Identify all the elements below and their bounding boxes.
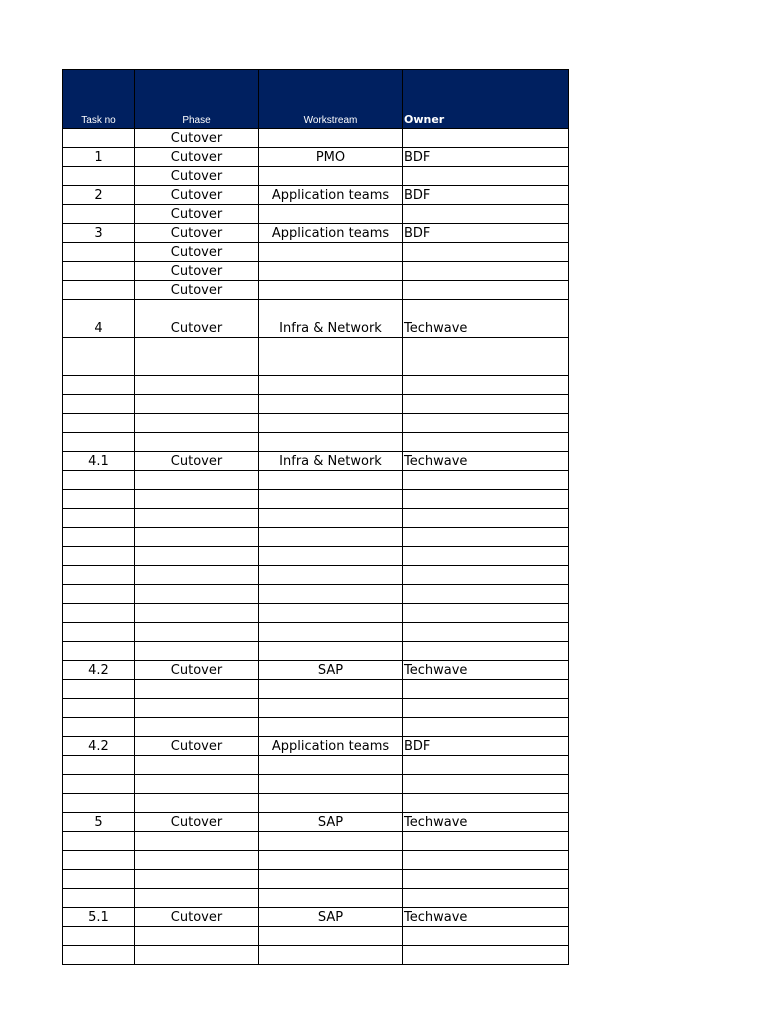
table-row	[63, 832, 569, 851]
workstream-cell: Application teams	[259, 737, 403, 756]
task-no-cell	[63, 623, 135, 642]
workstream-cell	[259, 699, 403, 718]
owner-cell	[403, 756, 569, 775]
owner-cell: BDF	[403, 737, 569, 756]
task-no-cell	[63, 528, 135, 547]
owner-cell	[403, 851, 569, 870]
workstream-cell: PMO	[259, 148, 403, 167]
owner-cell	[403, 490, 569, 509]
phase-cell	[135, 794, 259, 813]
workstream-cell: SAP	[259, 661, 403, 680]
owner-cell	[403, 870, 569, 889]
task-no-cell	[63, 889, 135, 908]
phase-cell: Cutover	[135, 224, 259, 243]
task-no-cell	[63, 547, 135, 566]
table-row	[63, 851, 569, 870]
table-row	[63, 547, 569, 566]
workstream-cell	[259, 946, 403, 965]
table-row	[63, 699, 569, 718]
task-no-cell: 5.1	[63, 908, 135, 927]
task-no-cell: 1	[63, 148, 135, 167]
table-row	[63, 338, 569, 376]
task-no-cell	[63, 338, 135, 376]
table-row	[63, 528, 569, 547]
phase-cell	[135, 547, 259, 566]
table-row	[63, 243, 569, 262]
owner-cell	[403, 699, 569, 718]
workstream-cell	[259, 604, 403, 623]
phase-cell: Cutover	[135, 300, 259, 338]
phase-cell	[135, 376, 259, 395]
owner-cell	[403, 414, 569, 433]
table-row	[63, 756, 569, 775]
owner-cell	[403, 433, 569, 452]
table-row	[63, 129, 569, 148]
owner-cell	[403, 794, 569, 813]
owner-cell	[403, 642, 569, 661]
phase-cell	[135, 414, 259, 433]
task-no-cell: 4.2	[63, 661, 135, 680]
owner-cell: Techwave	[403, 452, 569, 471]
table-row	[63, 737, 569, 756]
owner-cell	[403, 832, 569, 851]
phase-cell: Cutover	[135, 737, 259, 756]
workstream-cell	[259, 490, 403, 509]
owner-cell	[403, 471, 569, 490]
table-row	[63, 946, 569, 965]
task-no-cell	[63, 509, 135, 528]
phase-cell	[135, 718, 259, 737]
workstream-cell	[259, 794, 403, 813]
task-no-cell	[63, 680, 135, 699]
task-no-cell	[63, 794, 135, 813]
workstream-cell	[259, 832, 403, 851]
phase-cell: Cutover	[135, 452, 259, 471]
task-no-cell	[63, 756, 135, 775]
task-no-cell	[63, 566, 135, 585]
cutover-task-table	[62, 69, 569, 965]
table-row	[63, 813, 569, 832]
owner-cell	[403, 566, 569, 585]
task-no-cell	[63, 433, 135, 452]
phase-cell	[135, 395, 259, 414]
phase-cell	[135, 338, 259, 376]
table-row	[63, 870, 569, 889]
owner-cell	[403, 243, 569, 262]
owner-cell	[403, 129, 569, 148]
task-no-cell	[63, 129, 135, 148]
workstream-cell	[259, 262, 403, 281]
phase-cell	[135, 642, 259, 661]
table-row	[63, 376, 569, 395]
workstream-cell	[259, 376, 403, 395]
workstream-cell	[259, 851, 403, 870]
task-no-cell	[63, 167, 135, 186]
workstream-cell	[259, 528, 403, 547]
owner-cell: Techwave	[403, 908, 569, 927]
table-body	[63, 129, 569, 965]
table-row	[63, 281, 569, 300]
table-row	[63, 224, 569, 243]
task-no-cell	[63, 243, 135, 262]
task-no-cell: 4.1	[63, 452, 135, 471]
workstream-cell	[259, 338, 403, 376]
owner-cell	[403, 889, 569, 908]
table-row	[63, 661, 569, 680]
phase-cell	[135, 946, 259, 965]
workstream-cell	[259, 243, 403, 262]
owner-cell	[403, 205, 569, 224]
phase-cell	[135, 889, 259, 908]
workstream-cell	[259, 395, 403, 414]
phase-cell: Cutover	[135, 813, 259, 832]
owner-cell	[403, 547, 569, 566]
task-no-cell: 5	[63, 813, 135, 832]
task-no-cell: 2	[63, 186, 135, 205]
owner-cell	[403, 262, 569, 281]
workstream-cell	[259, 205, 403, 224]
workstream-cell	[259, 775, 403, 794]
owner-cell	[403, 376, 569, 395]
table-row	[63, 186, 569, 205]
phase-cell	[135, 585, 259, 604]
workstream-cell	[259, 756, 403, 775]
workstream-cell: SAP	[259, 908, 403, 927]
header-row	[63, 70, 569, 129]
task-no-cell: 4	[63, 300, 135, 338]
workstream-cell	[259, 566, 403, 585]
phase-cell	[135, 433, 259, 452]
owner-cell	[403, 604, 569, 623]
workstream-cell	[259, 471, 403, 490]
table-row	[63, 509, 569, 528]
owner-cell	[403, 927, 569, 946]
table-row	[63, 642, 569, 661]
owner-cell: BDF	[403, 148, 569, 167]
table-row	[63, 604, 569, 623]
workstream-cell	[259, 129, 403, 148]
owner-cell	[403, 946, 569, 965]
phase-cell: Cutover	[135, 129, 259, 148]
table-row	[63, 167, 569, 186]
phase-cell	[135, 870, 259, 889]
phase-cell: Cutover	[135, 186, 259, 205]
task-no-cell	[63, 718, 135, 737]
workstream-cell	[259, 281, 403, 300]
owner-cell	[403, 623, 569, 642]
owner-cell	[403, 775, 569, 794]
table-row	[63, 794, 569, 813]
workstream-cell: Infra & Network	[259, 452, 403, 471]
workstream-cell: Infra & Network	[259, 300, 403, 338]
table-row	[63, 395, 569, 414]
task-no-cell	[63, 870, 135, 889]
workstream-cell	[259, 680, 403, 699]
table-row	[63, 623, 569, 642]
phase-cell: Cutover	[135, 661, 259, 680]
table-row	[63, 718, 569, 737]
phase-cell	[135, 528, 259, 547]
phase-cell: Cutover	[135, 908, 259, 927]
table-row	[63, 927, 569, 946]
workstream-cell: SAP	[259, 813, 403, 832]
workstream-cell	[259, 509, 403, 528]
phase-cell	[135, 756, 259, 775]
owner-cell: BDF	[403, 224, 569, 243]
workstream-cell	[259, 585, 403, 604]
header-workstream: Workstream	[259, 70, 403, 129]
header-task-no: Task no	[63, 70, 135, 129]
task-no-cell	[63, 604, 135, 623]
workstream-cell	[259, 167, 403, 186]
table-row	[63, 300, 569, 338]
owner-cell	[403, 585, 569, 604]
task-no-cell	[63, 927, 135, 946]
task-no-cell	[63, 471, 135, 490]
table-row	[63, 908, 569, 927]
table-row	[63, 433, 569, 452]
task-no-cell	[63, 205, 135, 224]
phase-cell	[135, 471, 259, 490]
task-no-cell	[63, 642, 135, 661]
task-no-cell	[63, 376, 135, 395]
workstream-cell: Application teams	[259, 186, 403, 205]
task-no-cell	[63, 395, 135, 414]
workstream-cell	[259, 870, 403, 889]
owner-cell	[403, 338, 569, 376]
phase-cell	[135, 623, 259, 642]
task-no-cell	[63, 851, 135, 870]
workstream-cell	[259, 623, 403, 642]
owner-cell	[403, 509, 569, 528]
workstream-cell	[259, 414, 403, 433]
task-no-cell	[63, 585, 135, 604]
phase-cell	[135, 775, 259, 794]
task-no-cell	[63, 281, 135, 300]
phase-cell: Cutover	[135, 205, 259, 224]
table-row	[63, 680, 569, 699]
table-row	[63, 452, 569, 471]
phase-cell	[135, 490, 259, 509]
owner-cell	[403, 718, 569, 737]
owner-cell	[403, 680, 569, 699]
table-row	[63, 566, 569, 585]
phase-cell	[135, 927, 259, 946]
task-no-cell	[63, 490, 135, 509]
workstream-cell: Application teams	[259, 224, 403, 243]
task-no-cell: 4.2	[63, 737, 135, 756]
task-no-cell	[63, 414, 135, 433]
table-row	[63, 490, 569, 509]
table-row	[63, 205, 569, 224]
phase-cell: Cutover	[135, 262, 259, 281]
header-phase: Phase	[135, 70, 259, 129]
task-no-cell	[63, 699, 135, 718]
phase-cell	[135, 509, 259, 528]
phase-cell: Cutover	[135, 148, 259, 167]
phase-cell	[135, 566, 259, 585]
table-row	[63, 471, 569, 490]
phase-cell	[135, 851, 259, 870]
phase-cell	[135, 699, 259, 718]
owner-cell	[403, 395, 569, 414]
owner-cell	[403, 528, 569, 547]
phase-cell	[135, 680, 259, 699]
workstream-cell	[259, 889, 403, 908]
owner-cell	[403, 281, 569, 300]
owner-cell	[403, 167, 569, 186]
workstream-cell	[259, 718, 403, 737]
phase-cell: Cutover	[135, 281, 259, 300]
owner-cell: Techwave	[403, 661, 569, 680]
workstream-cell	[259, 547, 403, 566]
owner-cell: Techwave	[403, 813, 569, 832]
phase-cell	[135, 832, 259, 851]
header-owner: Owner	[403, 70, 569, 129]
table-row	[63, 775, 569, 794]
task-no-cell	[63, 775, 135, 794]
table-row	[63, 414, 569, 433]
table-row	[63, 148, 569, 167]
owner-cell: BDF	[403, 186, 569, 205]
workstream-cell	[259, 642, 403, 661]
table-row	[63, 262, 569, 281]
table-row	[63, 889, 569, 908]
table-row	[63, 585, 569, 604]
workstream-cell	[259, 927, 403, 946]
task-no-cell: 3	[63, 224, 135, 243]
task-no-cell	[63, 832, 135, 851]
task-no-cell	[63, 262, 135, 281]
task-no-cell	[63, 946, 135, 965]
phase-cell	[135, 604, 259, 623]
phase-cell: Cutover	[135, 167, 259, 186]
workstream-cell	[259, 433, 403, 452]
owner-cell: Techwave	[403, 300, 569, 338]
phase-cell: Cutover	[135, 243, 259, 262]
